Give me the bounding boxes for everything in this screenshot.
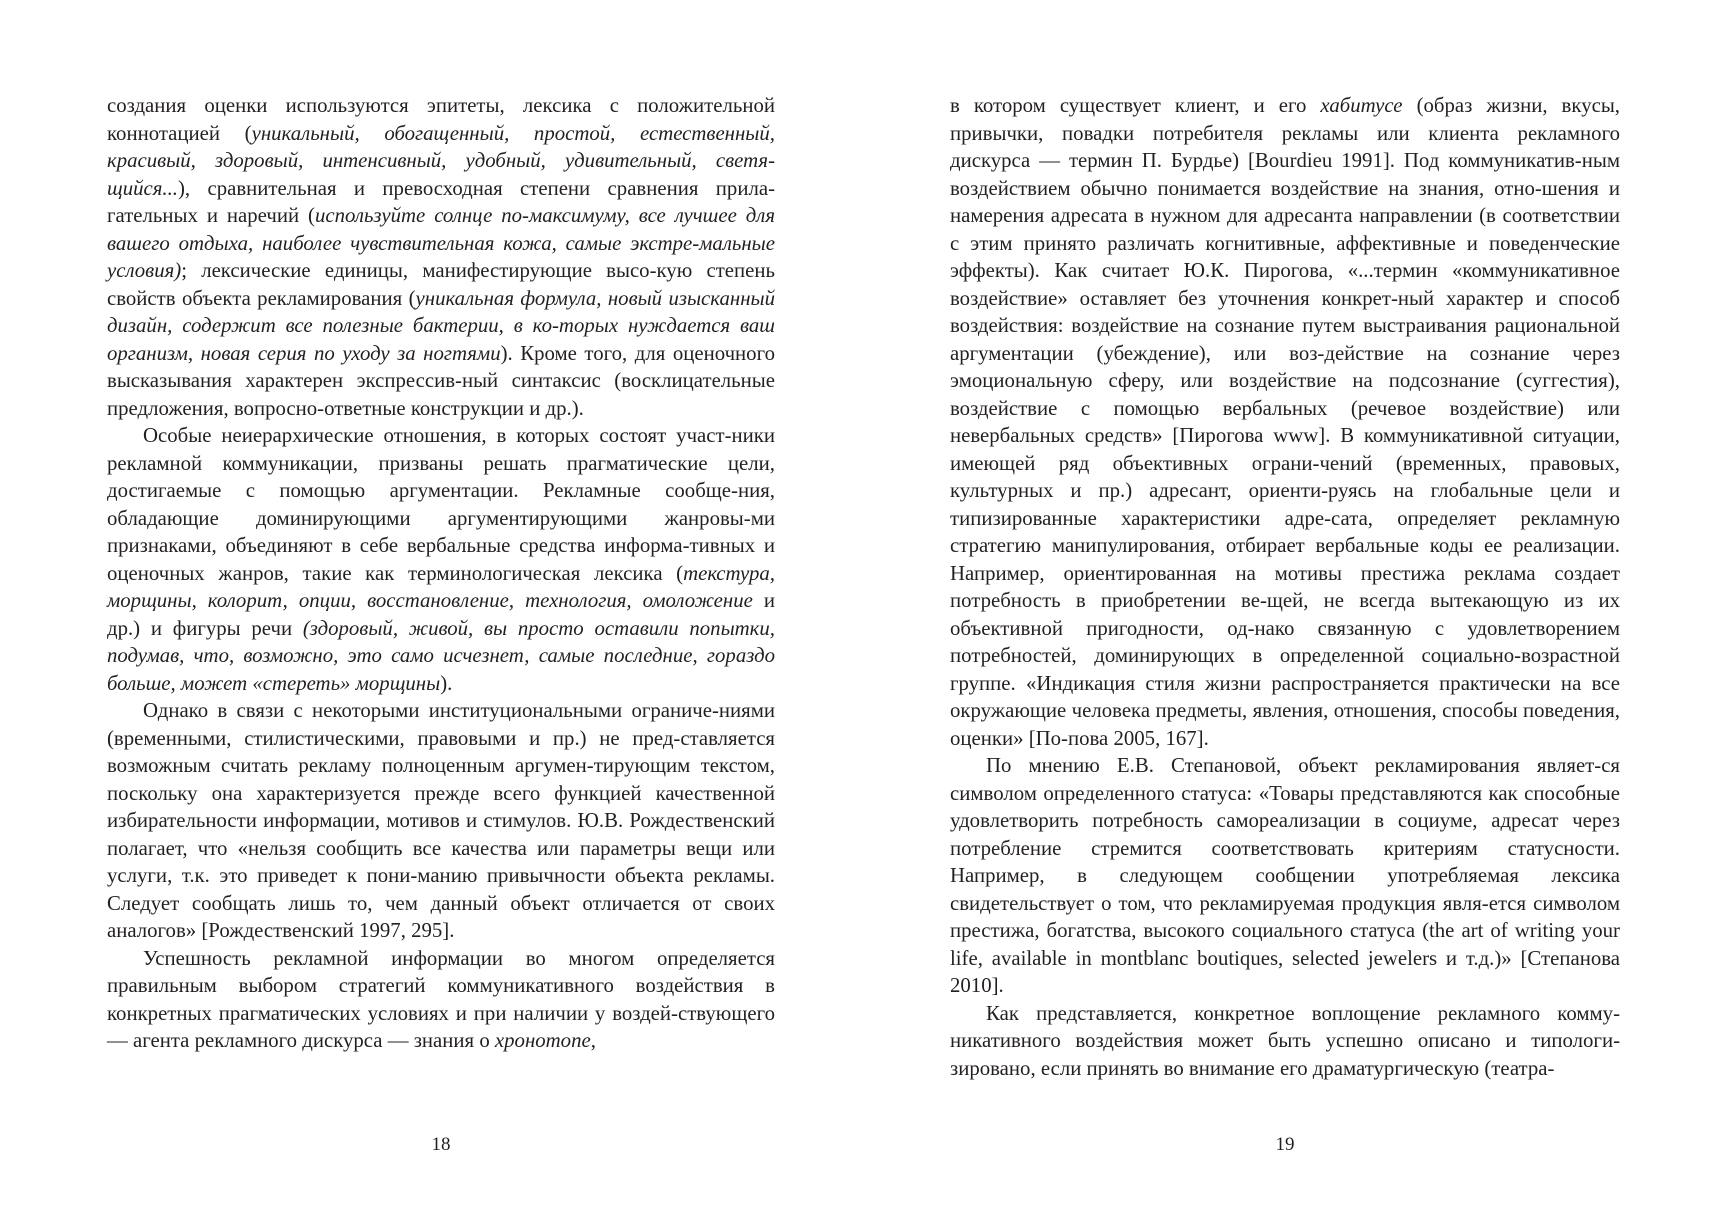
- italic-run: (здоровый, живой, вы просто оставили попытки, подумав, что, возможно, это само исчезнет, самые последние, гораздо больше, может «стереть» морщины: [107, 616, 776, 695]
- paragraph: [950, 1000, 1620, 1083]
- text-run: ,: [590, 1029, 596, 1052]
- italic-run: уникальная формула, новый изысканный дизайн, содержит все полезные бактерии, в ко-торых нуждается ваш организм, новая серия по уходу за ногтями: [107, 286, 776, 365]
- italic-run: хабитусе: [1320, 94, 1403, 117]
- text-run: По мнению Е.В. Степановой, объект рекламирования являет-ся символом определенного статуса: «Товары представляются как способные удовлетворить потребность самореализации в социуме, адресат через потребление стремится соответствовать критериям статусности. Например, в следующем сообщении употребляемая лексика свидетельствует о том, что рекламируемая продукция явля-ется символом престижа, богатства, высокого социального статуса (the art of writing your life, available in montblanc boutiques, selected jewelers и т.д.)» [Степанова 2010].: [950, 754, 1620, 997]
- text-run: в котором существует клиент, и его: [950, 94, 1321, 117]
- text-run: Особые неиерархические отношения, в которых состоят участ-ники рекламной коммуникации, призваны решать прагматические цели, достигаемые с помощью аргументации. Рекламные сообще-ния, обладающие доминирующими аргументирующими жанровы-ми признаками, объединяют в себе вербальные средства информа-тивных и оценочных жанров, такие как терминологическая лексика (: [107, 424, 775, 585]
- paragraph: [107, 92, 775, 422]
- paragraph: [107, 422, 775, 697]
- paragraph: [950, 752, 1620, 1000]
- text-run: (образ жизни, вкусы, привычки, повадки потребителя рекламы или клиента рекламного дискурса — термин П. Бурдье) [Bourdieu 1991]. Под коммуникатив-ным воздействием обычно понимается воздействие на знания, отно-шения и намерения адресата в нужном для адресанта направлении (в соответствии с этим принято различать когнитивные, аффективные и поведенческие эффекты). Как считает Ю.К. Пирогова, «...термин «коммуникативное воздействие» оставляет без уточнения конкрет-ный характер и способ воздействия: воздействие на сознание путем выстраивания рациональной аргументации (убеждение), или воз-действие на сознание через эмоциональную сферу, или воздействие на подсознание (суггестия), воздействие с помощью вербальных (речевое воздействие) или невербальных средств» [Пирогова www]. В коммуникативной ситуации, имеющей ряд объективных ограни-чений (временных, правовых, культурных и пр.) адресант, ориенти-руясь на глобальные цели и типизированные характеристики адре-сата, определяет рекламную стратегию манипулирования, отбирает вербальные коды ее реализации. Например, ориентированная на мотивы престижа реклама создает потребность в приобретении ве-щей, не всегда вытекающую из их объективной пригодности, од-нако связанную с удовлетворением потребностей, доминирующих в определенной социально-возрастной группе. «Индикация стиля жизни распространяется практически на все окружающие человека предметы, явления, отношения, способы поведения, оценки» [По-пова 2005, 167].: [950, 94, 1620, 750]
- paragraph: [107, 697, 775, 945]
- text-run: ), сравнительная и превосходная степени сравнения прила-гательных и наречий (: [107, 176, 775, 227]
- page-number: 18: [431, 1134, 451, 1155]
- text-run: ).: [440, 671, 453, 695]
- italic-run: уникальный, обогащенный, простой, естественный, красивый, здоровый, интенсивный, удобный, удивительный, светя-щийся...: [107, 121, 775, 200]
- italic-run: текстура, морщины, колорит, опции, восстановление, технология, омоложение: [107, 561, 775, 612]
- page-number: 19: [1275, 1134, 1295, 1155]
- right-page: [950, 92, 1620, 1172]
- text-run: и др.) и фигуры речи: [107, 589, 775, 640]
- text-run: ). Кроме того, для оценочного высказывания характерен экспрессив-ный синтаксис (восклицательные предложения, вопросно-ответные конструкции и др.).: [107, 341, 775, 420]
- text-run: создания оценки используются эпитеты, лексика с положительной коннотацией (: [107, 94, 775, 145]
- italic-run: используйте солнце по-максимуму, все лучшее для вашего отдыха, наиболее чувствительная кожа, самые экстре-мальные условия): [107, 204, 775, 282]
- italic-run: хронотопе: [494, 1029, 591, 1052]
- text-run: Как представляется, конкретное воплощение рекламного комму-никативного воздействия может быть успешно описано и типологи-зировано, если принять во внимание его драматургическую (театра-: [950, 1001, 1620, 1080]
- left-page: [107, 92, 775, 1172]
- right-page-text: [950, 92, 1620, 1082]
- left-page-text: [107, 92, 775, 1055]
- paragraph: [107, 945, 775, 1055]
- text-run: Однако в связи с некоторыми институциональными ограниче-ниями (временными, стилистическими, правовыми и пр.) не пред-ставляется возможным считать рекламу полноценным аргумен-тирующим текстом, поскольку она характеризуется прежде всего функцией качественной избирательности информации, мотивов и стимулов. Ю.В. Рождественский полагает, что «нельзя сообщить все качества или параметры вещи или услуги, т.к. это приведет к пони-манию привычности объекта рекламы. Следует сообщать лишь то, чем данный объект отличается от своих аналогов» [Рождественский 1997, 295].: [107, 699, 775, 942]
- text-run: ; лексические единицы, манифестирующие высо-кую степень свойств объекта рекламирования (: [107, 259, 775, 310]
- text-run: Успешность рекламной информации во многом определяется правильным выбором стратегий коммуникативного воздействия в конкретных прагматических условиях и при наличии у воздей-ствующего — агента рекламного дискурса — знания о: [107, 946, 775, 1052]
- paragraph: [950, 92, 1620, 752]
